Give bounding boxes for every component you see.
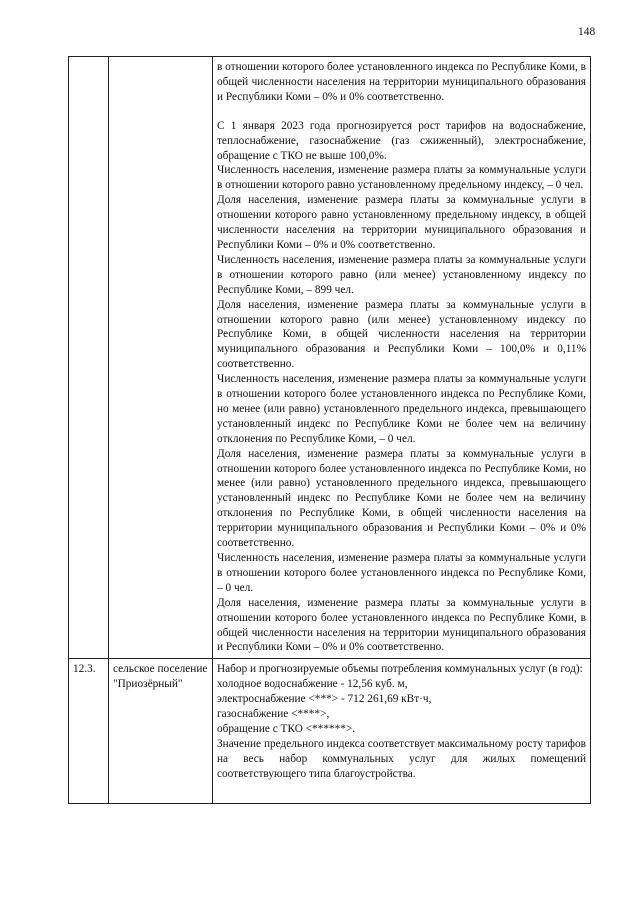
cell-number bbox=[69, 57, 109, 659]
paragraph: Численность населения, изменение размера платы за коммунальные услуги в отношении которого более установленного индекса по Республике Коми, – 0 чел. bbox=[217, 552, 586, 594]
paragraph: Численность населения, изменение размера платы за коммунальные услуги в отношении которого равно (или менее) установленному индексу по Республике Коми, – 899 чел. bbox=[217, 253, 586, 296]
cell-name bbox=[109, 57, 213, 659]
paragraph: Доля населения, изменение размера платы за коммунальные услуги в отношении которого более установленного индекса по Республике Коми, но менее (или равно) установленного предельного индекса, превышающего установленный индекс по Республике Коми не более чем на величину отклонения по Республике Коми, в общей численности населения на территории муниципального образования и Республики Коми – 0% и 0% соответственно. bbox=[217, 447, 586, 550]
cell-content bbox=[213, 57, 591, 659]
paragraph: Численность населения, изменение размера платы за коммунальные услуги в отношении которого равно установленному предельному индексу, – 0 чел. bbox=[217, 164, 586, 192]
paragraph: обращение с ТКО <******>. bbox=[217, 722, 356, 735]
paragraph: Численность населения, изменение размера платы за коммунальные услуги в отношении которого более установленного индекса по Республике Коми, но менее (или равно) установленного предельного индекса, превышающего установленный индекс по Республике Коми не более чем на величину отклонения по Республике Коми, – 0 чел. bbox=[217, 373, 586, 445]
tariff-table bbox=[68, 56, 591, 804]
settlement-name: сельское поселение "Приозёрный" bbox=[109, 659, 213, 804]
paragraph: Доля населения, изменение размера платы за коммунальные услуги в отношении которого равно установленному предельному индексу, в общей численности населения на территории муниципального образования и Республики Коми – 0% и 0% соответственно. bbox=[217, 194, 586, 251]
paragraph: Набор и прогнозируемые объемы потребления коммунальных услуг (в год): bbox=[217, 663, 583, 676]
cell-content bbox=[213, 659, 591, 804]
paragraph: холодное водоснабжение - 12,56 куб. м, bbox=[217, 678, 408, 691]
table-row bbox=[69, 57, 591, 659]
row-number: 12.3. bbox=[69, 659, 109, 804]
paragraph: Доля населения, изменение размера платы за коммунальные услуги в отношении которого равно (или менее) установленному индексу по Республике Коми, в общей численности населения на территории муниципального образования и Республики Коми – 100,0% и 0,11% соответственно. bbox=[217, 298, 586, 371]
paragraph: Доля населения, изменение размера платы за коммунальные услуги в отношении которого более установленного индекса по Республике Коми, в общей численности населения на территории муниципального образования и Республики Коми – 0% и 0% соответственно. bbox=[217, 596, 586, 654]
paragraph: электроснабжение <***> - 712 261,69 кВт·ч, bbox=[217, 693, 432, 706]
paragraph: Значение предельного индекса соответствует максимальному росту тарифов на весь набор коммунальных услуг для жилых помещений соответствующего типа благоустройства. bbox=[217, 737, 586, 780]
table-row bbox=[69, 659, 591, 804]
paragraph-gap bbox=[217, 105, 586, 119]
paragraph: С 1 января 2023 года прогнозируется рост тарифов на водоснабжение, теплоснабжение, газоснабжение (газ сжиженный), электроснабжение, обращение с ТКО не выше 100,0%. bbox=[217, 119, 586, 162]
paragraph: в отношении которого более установленного индекса по Республике Коми, в общей численности населения на территории муниципального образования и Республики Коми – 0% и 0% соответственно. bbox=[217, 61, 586, 103]
paragraph: газоснабжение <****>, bbox=[217, 708, 330, 721]
page-number: 148 bbox=[578, 26, 596, 38]
